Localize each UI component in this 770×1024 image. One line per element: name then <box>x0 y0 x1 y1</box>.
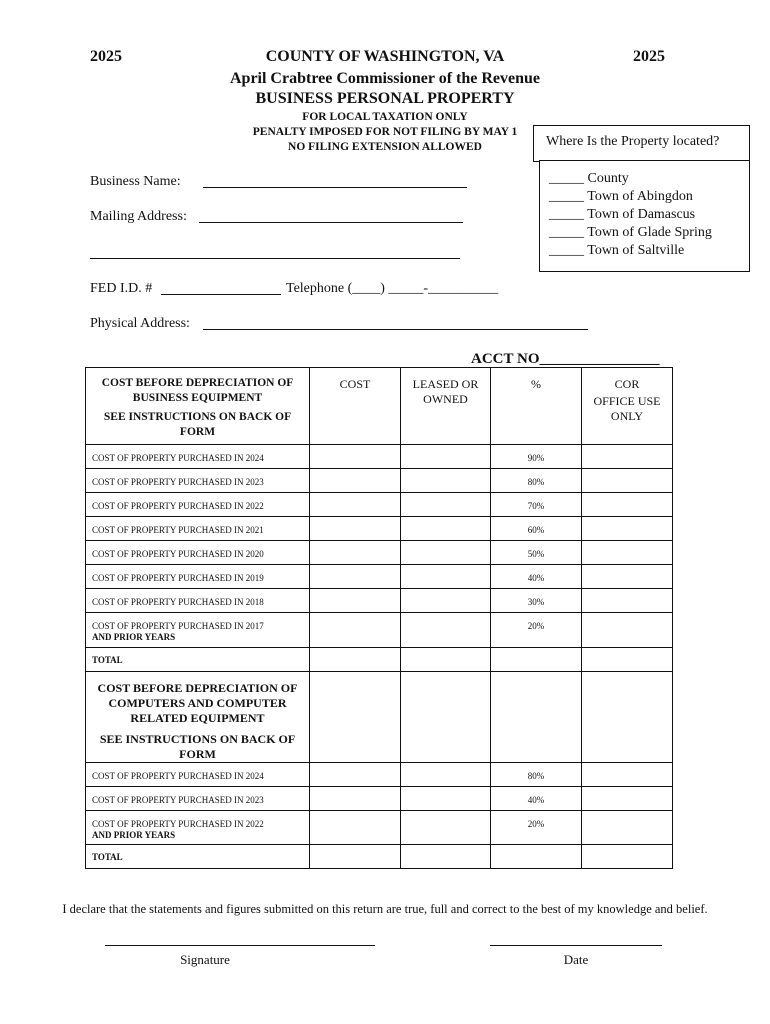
mailing-address-label: Mailing Address: <box>90 209 187 224</box>
percent-value: 70% <box>527 501 545 511</box>
percent-value: 40% <box>527 795 545 805</box>
percent-value: 50% <box>527 549 545 559</box>
row-label <box>86 811 309 841</box>
cost-cell <box>310 672 401 763</box>
row-label: COST OF PROPERTY PURCHASED IN 2018 <box>92 597 264 607</box>
table-row <box>86 469 673 493</box>
location-option-saltville[interactable]: _____ Town of Saltville <box>549 243 685 258</box>
cost-cell[interactable] <box>310 613 401 648</box>
commissioner-title: April Crabtree Commissioner of the Revenue <box>229 70 541 87</box>
table-row <box>86 613 673 648</box>
percent-value: 80% <box>527 477 545 487</box>
leased-cell[interactable] <box>401 845 491 869</box>
declaration-text: I declare that the statements and figures submitted on this return are true, full and correct to the best of my knowledge and belief. <box>62 902 708 916</box>
leased-cell[interactable] <box>401 648 491 672</box>
cost-cell[interactable] <box>310 565 401 589</box>
table-row <box>86 763 673 787</box>
percent-value: 30% <box>527 597 545 607</box>
row-label: COST OF PROPERTY PURCHASED IN 2023 <box>92 795 264 805</box>
row-label-main: COST OF PROPERTY PURCHASED IN 2022 <box>92 819 264 829</box>
leased-cell[interactable] <box>401 541 491 565</box>
penalty-note: PENALTY IMPOSED FOR NOT FILING BY MAY 1 <box>252 126 518 138</box>
percent-value: 20% <box>527 621 545 631</box>
business-name-label: Business Name: <box>90 174 181 189</box>
total-label: TOTAL <box>92 852 123 862</box>
row-label <box>86 613 309 643</box>
date-label: Date <box>563 952 589 967</box>
property-table <box>85 367 673 869</box>
section2-header-row <box>86 672 673 763</box>
physical-address-line[interactable] <box>203 317 588 330</box>
office-cell <box>582 845 673 869</box>
office-cell <box>582 763 673 787</box>
total-cost-cell[interactable] <box>310 845 401 869</box>
location-question: Where Is the Property located? <box>546 134 720 149</box>
percent-value: 20% <box>527 819 545 829</box>
cost-cell[interactable] <box>310 493 401 517</box>
percent-value: 80% <box>527 771 545 781</box>
leased-cell[interactable] <box>401 763 491 787</box>
office-cell <box>582 672 673 763</box>
local-taxation-note: FOR LOCAL TAXATION ONLY <box>302 111 468 123</box>
col-percent: % <box>531 377 541 391</box>
percent-cell <box>491 648 582 672</box>
table-header-row <box>86 368 673 445</box>
mailing-address-line[interactable] <box>199 210 463 223</box>
row-label: COST OF PROPERTY PURCHASED IN 2022 <box>92 501 264 511</box>
table-row <box>86 517 673 541</box>
table-row <box>86 787 673 811</box>
row-label: COST OF PROPERTY PURCHASED IN 2021 <box>92 525 264 535</box>
table-row <box>86 493 673 517</box>
section2-header <box>86 672 310 763</box>
signature-line[interactable] <box>105 945 375 946</box>
account-number[interactable]: ACCT NO________________ <box>471 351 660 367</box>
section1-title: COST BEFORE DEPRECIATION OF BUSINESS EQUIPMENT <box>101 377 294 404</box>
fed-id-line[interactable] <box>161 282 281 295</box>
fed-id-label: FED I.D. # <box>90 281 153 296</box>
office-cell <box>582 469 673 493</box>
leased-cell <box>401 672 491 763</box>
table-row <box>86 445 673 469</box>
cost-cell[interactable] <box>310 517 401 541</box>
row-label: COST OF PROPERTY PURCHASED IN 2024 <box>92 771 264 781</box>
leased-cell[interactable] <box>401 445 491 469</box>
telephone-field[interactable]: Telephone (____) _____-__________ <box>286 281 499 296</box>
date-line[interactable] <box>490 945 662 946</box>
col-office-use: OFFICE USE ONLY <box>593 394 661 423</box>
location-option-county[interactable]: _____ County <box>549 171 629 186</box>
leased-cell[interactable] <box>401 565 491 589</box>
cost-cell[interactable] <box>310 541 401 565</box>
leased-cell[interactable] <box>401 589 491 613</box>
office-cell <box>582 787 673 811</box>
col-leased-owned: LEASED OR OWNED <box>412 377 479 406</box>
extension-note: NO FILING EXTENSION ALLOWED <box>288 141 482 153</box>
table-row <box>86 589 673 613</box>
business-name-line[interactable] <box>203 175 467 188</box>
year-left: 2025 <box>90 48 122 65</box>
office-cell <box>582 541 673 565</box>
form-title: BUSINESS PERSONAL PROPERTY <box>255 90 515 107</box>
row-label-main: COST OF PROPERTY PURCHASED IN 2017 <box>92 621 264 631</box>
row-label: COST OF PROPERTY PURCHASED IN 2019 <box>92 573 264 583</box>
section1-instructions: SEE INSTRUCTIONS ON BACK OF FORM <box>103 411 292 438</box>
office-cell <box>582 589 673 613</box>
office-cell <box>582 648 673 672</box>
col-cost: COST <box>339 377 371 391</box>
cost-cell[interactable] <box>310 445 401 469</box>
leased-cell[interactable] <box>401 493 491 517</box>
location-option-damascus[interactable]: _____ Town of Damascus <box>549 207 696 222</box>
mailing-address-line-2[interactable] <box>90 246 460 259</box>
leased-cell[interactable] <box>401 517 491 541</box>
physical-address-label: Physical Address: <box>90 316 190 331</box>
percent-value: 40% <box>527 573 545 583</box>
section1-header <box>86 368 310 445</box>
row-label-extra: AND PRIOR YEARS <box>92 830 176 840</box>
total-row <box>86 648 673 672</box>
table-row <box>86 811 673 845</box>
office-cell <box>582 811 673 845</box>
cost-cell[interactable] <box>310 787 401 811</box>
table-row <box>86 565 673 589</box>
row-label-extra: AND PRIOR YEARS <box>92 632 176 642</box>
cost-cell[interactable] <box>310 589 401 613</box>
total-label: TOTAL <box>92 655 123 665</box>
year-right: 2025 <box>633 48 665 65</box>
section2-instructions: SEE INSTRUCTIONS ON BACK OF FORM <box>99 732 296 761</box>
office-cell <box>582 445 673 469</box>
row-label: COST OF PROPERTY PURCHASED IN 2023 <box>92 477 264 487</box>
location-options-box <box>539 160 750 272</box>
percent-value: 90% <box>527 453 545 463</box>
total-row <box>86 845 673 869</box>
office-cell <box>582 613 673 648</box>
total-cost-cell[interactable] <box>310 648 401 672</box>
location-option-glade-spring[interactable]: _____ Town of Glade Spring <box>549 225 712 240</box>
office-cell <box>582 565 673 589</box>
percent-value: 60% <box>527 525 545 535</box>
percent-cell <box>491 672 582 763</box>
leased-cell[interactable] <box>401 811 491 845</box>
signature-label: Signature <box>180 952 230 967</box>
cost-cell[interactable] <box>310 763 401 787</box>
cost-cell[interactable] <box>310 469 401 493</box>
percent-cell <box>491 845 582 869</box>
office-cell <box>582 493 673 517</box>
table-row <box>86 541 673 565</box>
leased-cell[interactable] <box>401 469 491 493</box>
col-cor: COR <box>614 377 640 391</box>
cost-cell[interactable] <box>310 811 401 845</box>
county-title: COUNTY OF WASHINGTON, VA <box>265 48 505 65</box>
location-question-box <box>533 125 750 162</box>
section2-title: COST BEFORE DEPRECIATION OF COMPUTERS AND COMPUTER RELATED EQUIPMENT <box>97 681 298 725</box>
row-label: COST OF PROPERTY PURCHASED IN 2024 <box>92 453 264 463</box>
leased-cell[interactable] <box>401 787 491 811</box>
row-label: COST OF PROPERTY PURCHASED IN 2020 <box>92 549 264 559</box>
office-cell <box>582 517 673 541</box>
location-option-abingdon[interactable]: _____ Town of Abingdon <box>549 189 693 204</box>
leased-cell[interactable] <box>401 613 491 648</box>
